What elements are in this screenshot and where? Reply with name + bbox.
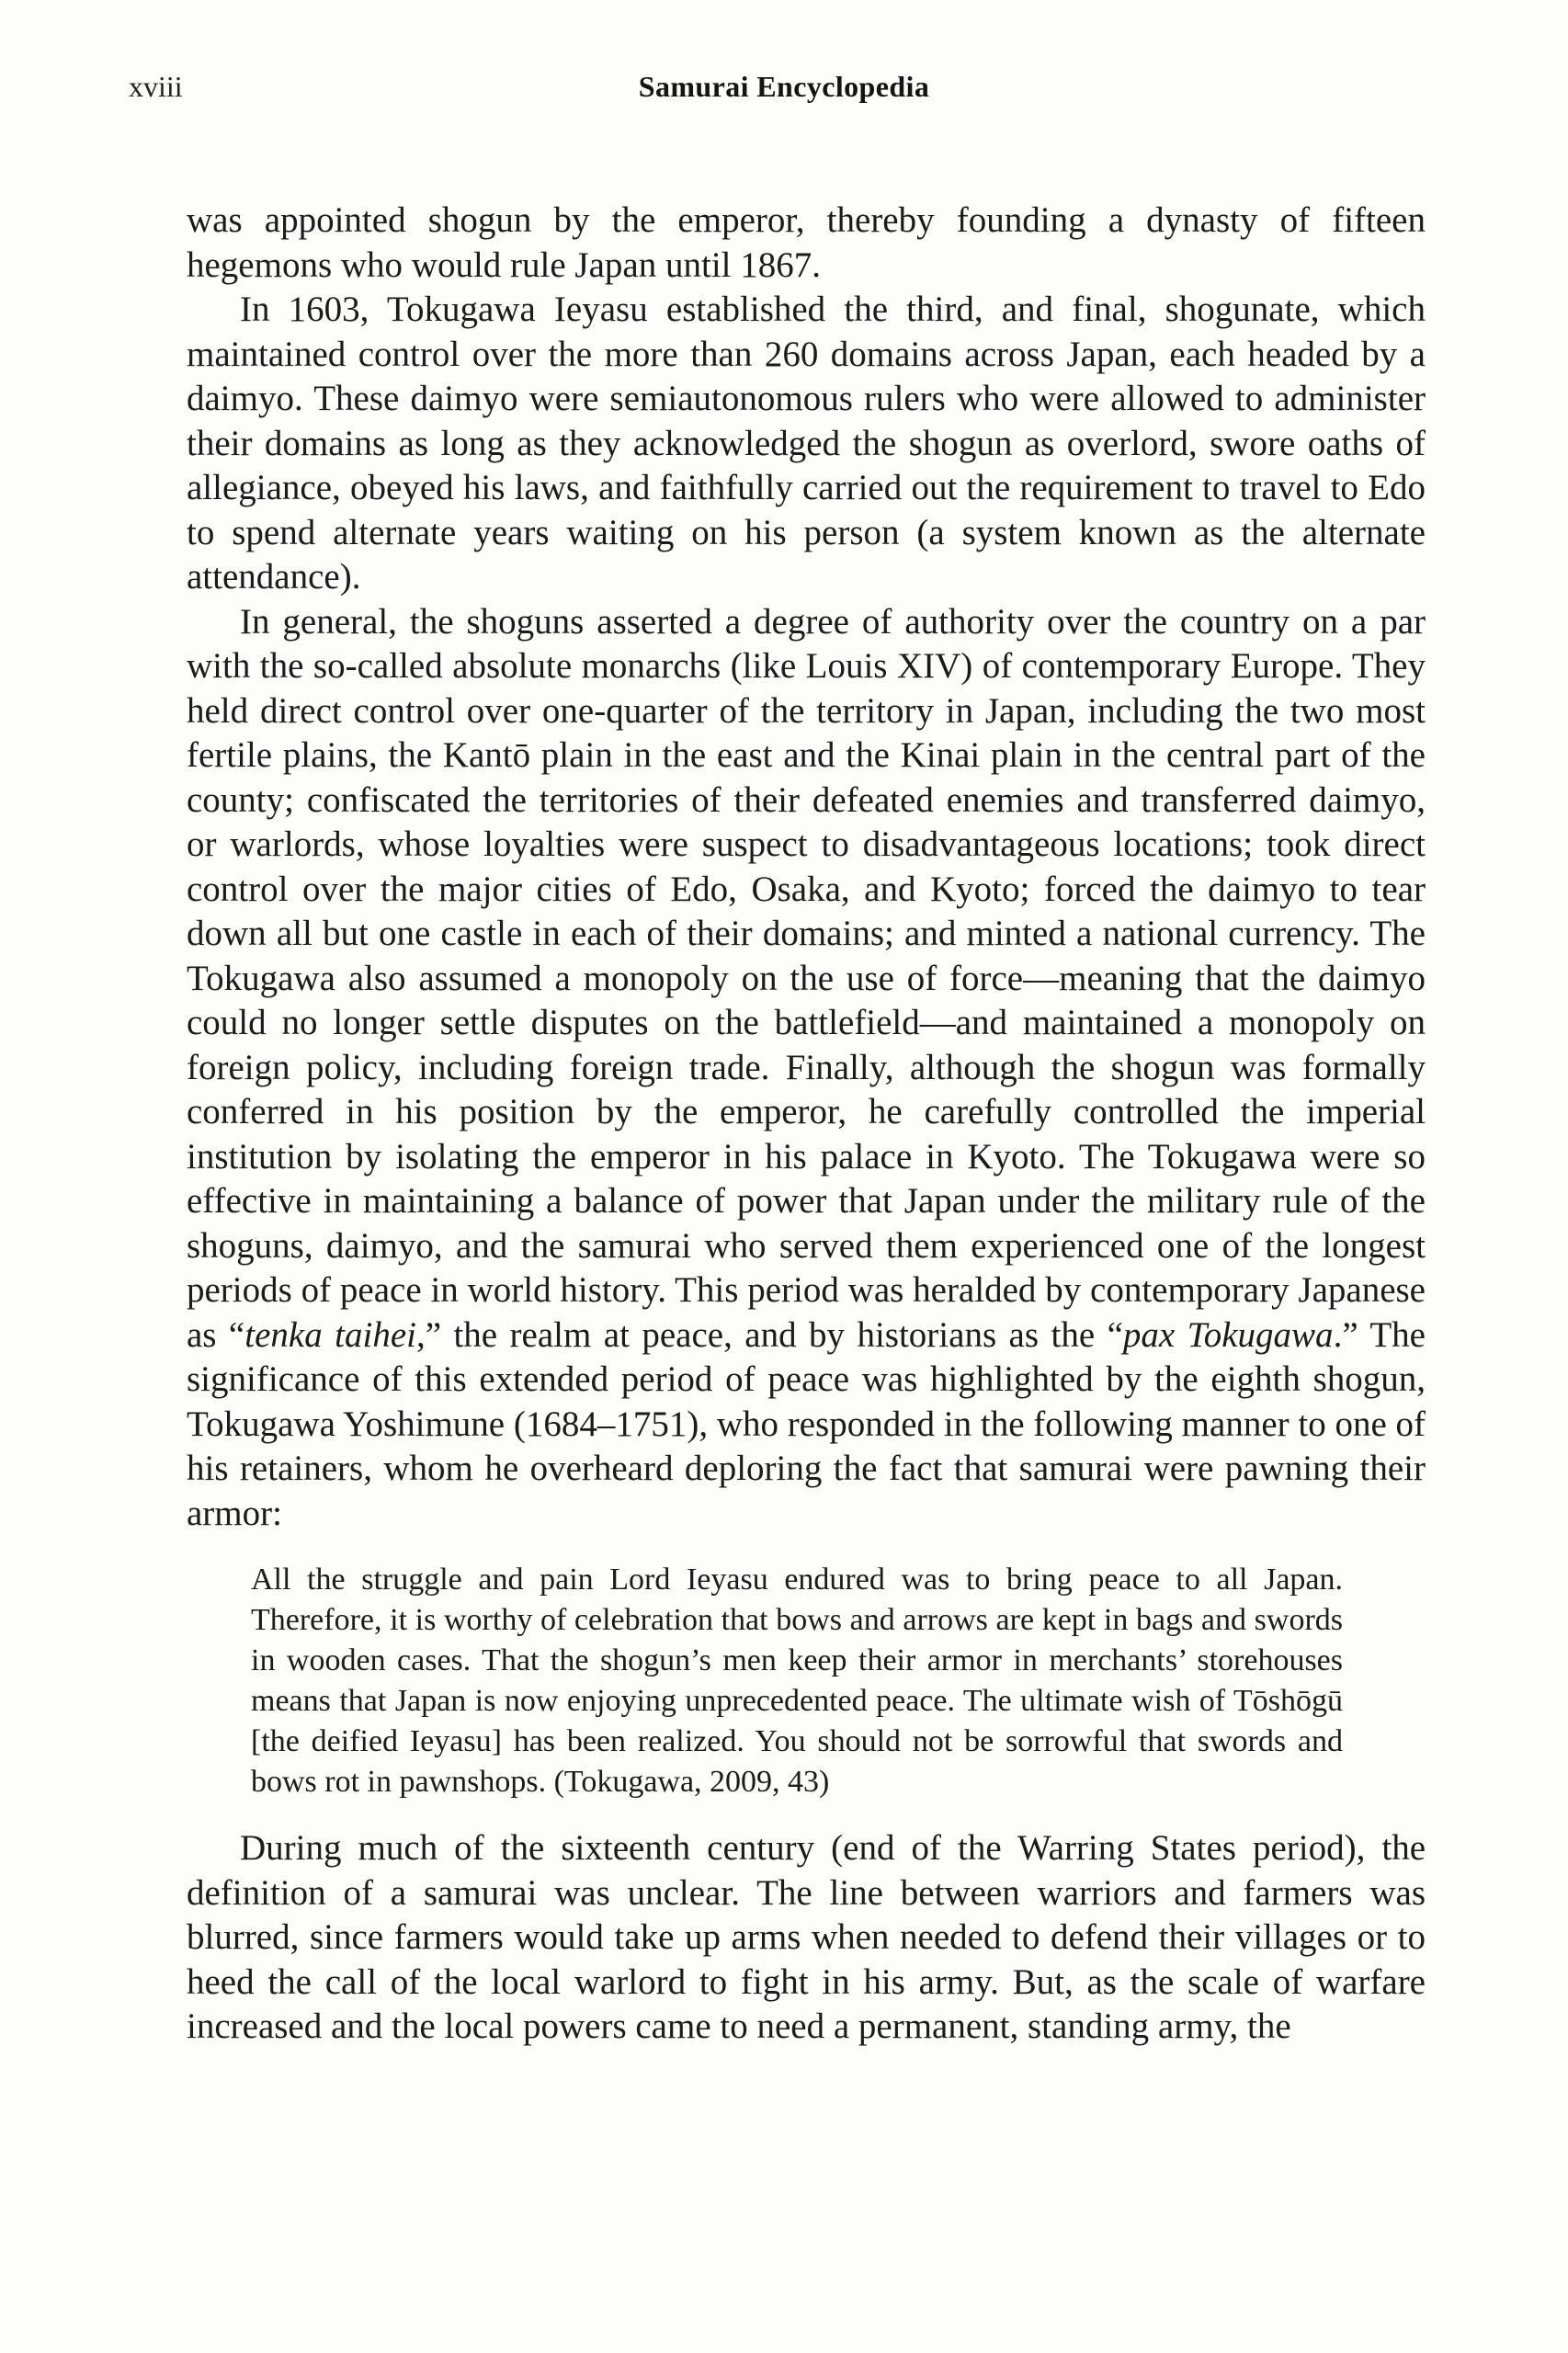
text-segment: ,” the realm at peace, and by historians as the “ (415, 1314, 1123, 1355)
text-segment: In general, the shoguns asserted a degree of authority over the country on a par with the so-called absolute monarchs (like Louis XIV) of contemporary Europe. They held direct control over one-quarter of the territory in Japan, including the two most fertile plains, the Kantō plain in the east and the Kinai plain in the central part of the county; confiscated the territories of their defeated enemies and transferred daimyo, or warlords, whose loyalties were suspect to disadvantageous locations; took direct control over the major cities of Edo, Osaka, and Kyoto; forced the daimyo to tear down all but one castle in each of their domains; and minted a national currency. The Tokugawa also assumed a monopoly on the use of force—meaning that the daimyo could no longer settle disputes on the battlefield—and maintained a monopoly on foreign policy, including foreign trade. Finally, although the shogun was formally conferred in his position by the emperor, he carefully controlled the imperial institution by isolating the emperor in his palace in Kyoto. The Tokugawa were so effective in maintaining a balance of power that Japan under the military rule of the shoguns, daimyo, and the samurai who served them experienced one of the longest periods of peace in world history. This period was heralded by contemporary Japanese as “ (187, 601, 1426, 1355)
running-head-title: Samurai Encyclopedia (638, 70, 930, 103)
paragraph-shogunate-1603: In 1603, Tokugawa Ieyasu established the third, and final, shogunate, which maintained control over the more than 260 domains across Japan, each headed by a daimyo. These daimyo were semiautonomous rulers who were allowed to administer their domains as long as they acknowledged the shogun as overlord, swore oaths of allegiance, obeyed his laws, and faithfully carried out the requirement to travel to Edo to spend alternate years waiting on his person (a system known as the alternate attendance). (187, 290, 1426, 597)
paragraph-shogun-authority (187, 600, 1426, 1537)
text-segment: .” The significance of this extended period of peace was highlighted by the eighth shogun, Tokugawa Yoshimune (1684–1751), who responded in the following manner to one of his retainers, whom he overheard deploring the fact that samurai were pawning their armor: (187, 1314, 1426, 1533)
page-number: xviii (129, 70, 183, 103)
block-quote-yoshimune: All the struggle and pain Lord Ieyasu endured was to bring peace to all Japan. Therefore, it is worthy of celebration that bows and arrows are kept in bags and swords in wooden cases. That the shogun’s men keep their armor in merchants’ storehouses means that Japan is now enjoying unprecedented peace. The ultimate wish of Tōshōgū [the deified Ieyasu] has been realized. You should not be sorrowful that swords and bows rot in pawnshops. (Tokugawa, 2009, 43) (251, 1563, 1343, 1799)
italic-term: tenka taihei (244, 1314, 416, 1355)
body-text (187, 199, 1426, 2050)
paragraph-sixteenth-century: During much of the sixteenth century (end of the Warring States period), the definition of a samurai was unclear. The line between warriors and farmers was blurred, since farmers would take up arms when needed to defend their villages or to heed the call of the local warlord to fight in his army. But, as the scale of warfare increased and the local powers came to need a permanent, standing army, the (187, 1828, 1426, 2046)
italic-term: pax Tokugawa (1122, 1314, 1334, 1355)
page-header (129, 68, 1439, 108)
paragraph-continuation: was appointed shogun by the emperor, thereby founding a dynasty of fifteen hegemons who would rule Japan until 1867. (187, 200, 1426, 285)
